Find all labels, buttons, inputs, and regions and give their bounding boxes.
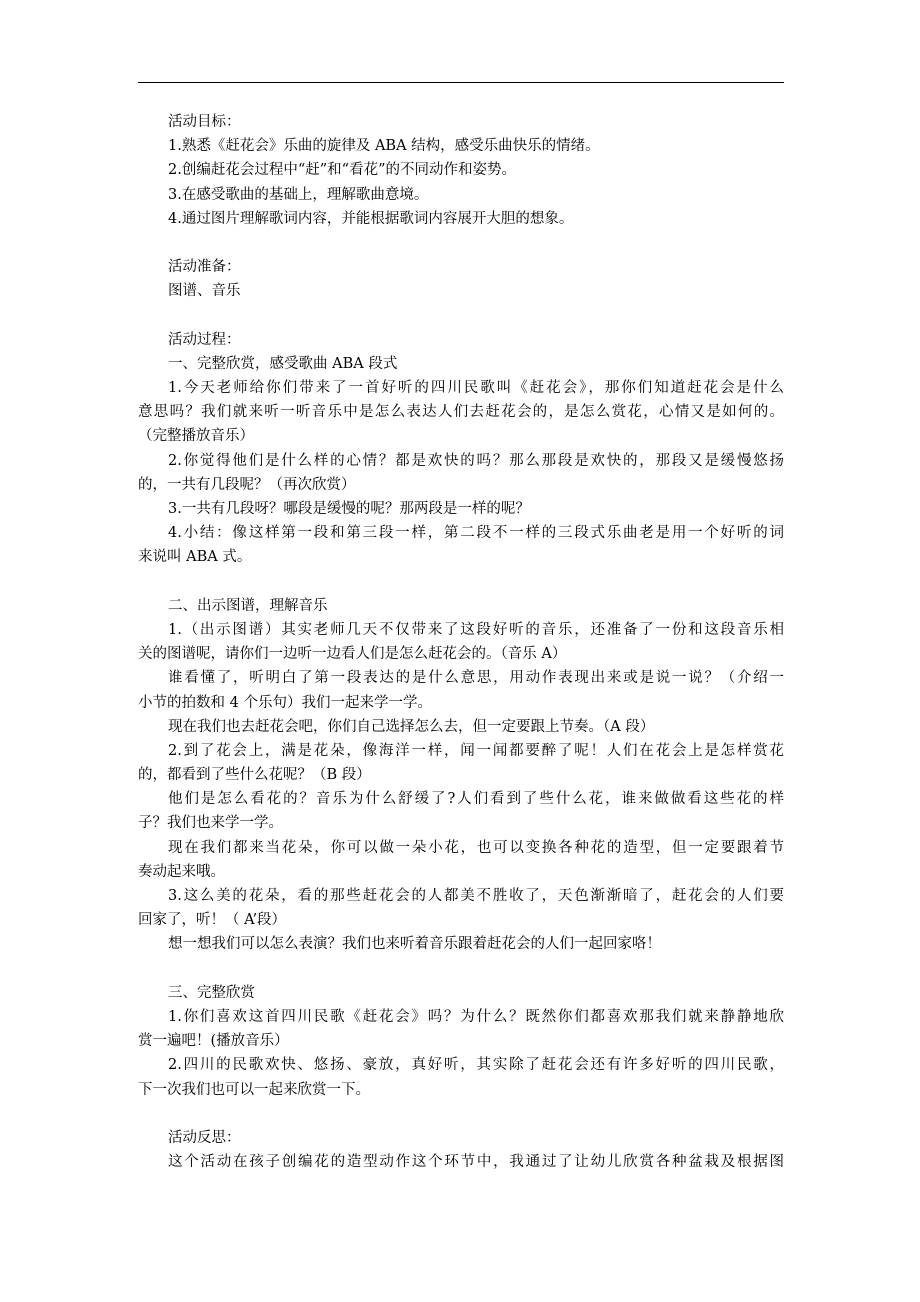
paragraph-line: 1.今天老师给你们带来了一首好听的四川民歌叫《赶花会》，那你们知道赶花会是什么 (168, 380, 784, 397)
spacer (138, 1102, 784, 1126)
paragraph-line: 2.你觉得他们是什么样的心情？都是欢快的吗？那么那段是欢快的，那段又是缓慢悠扬 (168, 452, 784, 469)
document-body (138, 110, 784, 1174)
paragraph-line: 1.你们喜欢这首四川民歌《赶花会》吗？为什么？既然你们都喜欢那我们就来静静地欣 (168, 1008, 784, 1025)
spacer (138, 304, 784, 328)
paragraph-line: 下一次我们也可以一起来欣赏一下。 (138, 1081, 370, 1098)
spacer (138, 957, 784, 981)
paragraph-line: 1.（出示图谱）其实老师几天不仅带来了这段好听的音乐，还准备了一份和这段音乐相 (168, 621, 784, 638)
header-rule (138, 82, 784, 83)
spacer (138, 570, 784, 594)
part1-title: 一、完整欣赏，感受歌曲 ABA 段式 (168, 355, 398, 372)
paragraph-line: 4.小结：像这样第一段和第三段一样，第二段不一样的三段式乐曲老是用一个好听的词 (168, 525, 784, 542)
goal-item: 4.通过图片理解歌词内容，并能根据歌词内容展开大胆的想象。 (168, 210, 574, 227)
paragraph-line: 谁看懂了，听明白了第一段表达的是什么意思，用动作表现出来或是说一说？（介绍一 (168, 670, 784, 687)
goal-item: 1.熟悉《赶花会》乐曲的旋律及 ABA 结构，感受乐曲快乐的情绪。 (168, 138, 600, 155)
process-heading: 活动过程： (168, 331, 241, 348)
paragraph-line: 小节的拍数和 4 个乐句）我们一起来学一学。 (138, 694, 432, 711)
paragraph-line: 来说叫 ABA 式。 (138, 549, 252, 566)
paragraph-line: 的，都看到了些什么花呢？（B 段） (138, 767, 371, 784)
paragraph-line: （完整播放音乐） (138, 428, 254, 445)
reflection-heading: 活动反思： (168, 1129, 241, 1146)
paragraph-line: 子？我们也来学一学。 (138, 815, 283, 832)
paragraph-line: 想一想我们可以怎么表演？我们也来听着音乐跟着赶花会的人们一起回家咯！ (168, 936, 661, 953)
paragraph-line: 2.到了花会上，满是花朵，像海洋一样，闻一闻都要醉了呢！人们在花会上是怎样赏花 (168, 742, 784, 759)
paragraph-line: 3.这么美的花朵，看的那些赶花会的人都美不胜收了，天色渐渐暗了，赶花会的人们要 (168, 888, 784, 904)
paragraph-line: 赏一遍吧！(播放音乐） (138, 1033, 289, 1050)
paragraph-line: 现在我们也去赶花会吧，你们自己选择怎么去，但一定要跟上节奏。（A 段） (168, 718, 655, 735)
part3-title: 三、完整欣赏 (168, 984, 255, 1001)
part2-title: 二、出示图谱，理解音乐 (168, 597, 328, 614)
prep-content: 图谱、音乐 (168, 283, 241, 300)
paragraph-line: 现在我们都来当花朵，你可以做一朵小花，也可以变换各种花的造型，但一定要跟着节 (168, 839, 784, 856)
goal-item: 3.在感受歌曲的基础上，理解歌曲意境。 (168, 186, 429, 203)
paragraph-line: 他们是怎么看花的？音乐为什么舒缓了?人们看到了些什么花，谁来做做看这些花的样 (168, 791, 784, 808)
paragraph-line: 这个活动在孩子创编花的造型动作这个环节中，我通过了让幼儿欣赏各种盆栽及根据图 (168, 1154, 784, 1171)
paragraph-line: 2.四川的民歌欢快、悠扬、豪放，真好听，其实除了赶花会还有许多好听的四川民歌， (168, 1057, 784, 1074)
paragraph-line: 意思吗？我们就来听一听音乐中是怎么表达人们去赶花会的，是怎么赏花，心情又是如何的。 (138, 404, 784, 421)
paragraph-line: 关的图谱呢，请你们一边听一边看人们是怎么赶花会的。（音乐 A） (138, 646, 567, 663)
goal-item: 2.创编赶花会过程中“赶”和“看花”的不同动作和姿势。 (168, 162, 516, 179)
paragraph-line: 回家了，听！（ A’段） (138, 912, 287, 929)
paragraph-line: 奏动起来哦。 (138, 863, 225, 880)
paragraph-line: 的，一共有几段呢？（再次欣赏） (138, 476, 356, 493)
goals-heading: 活动目标： (168, 114, 241, 130)
prep-heading: 活动准备： (168, 259, 241, 276)
spacer (138, 231, 784, 255)
paragraph-line: 3.一共有几段呀？哪段是缓慢的呢？那两段是一样的呢？ (168, 501, 530, 517)
